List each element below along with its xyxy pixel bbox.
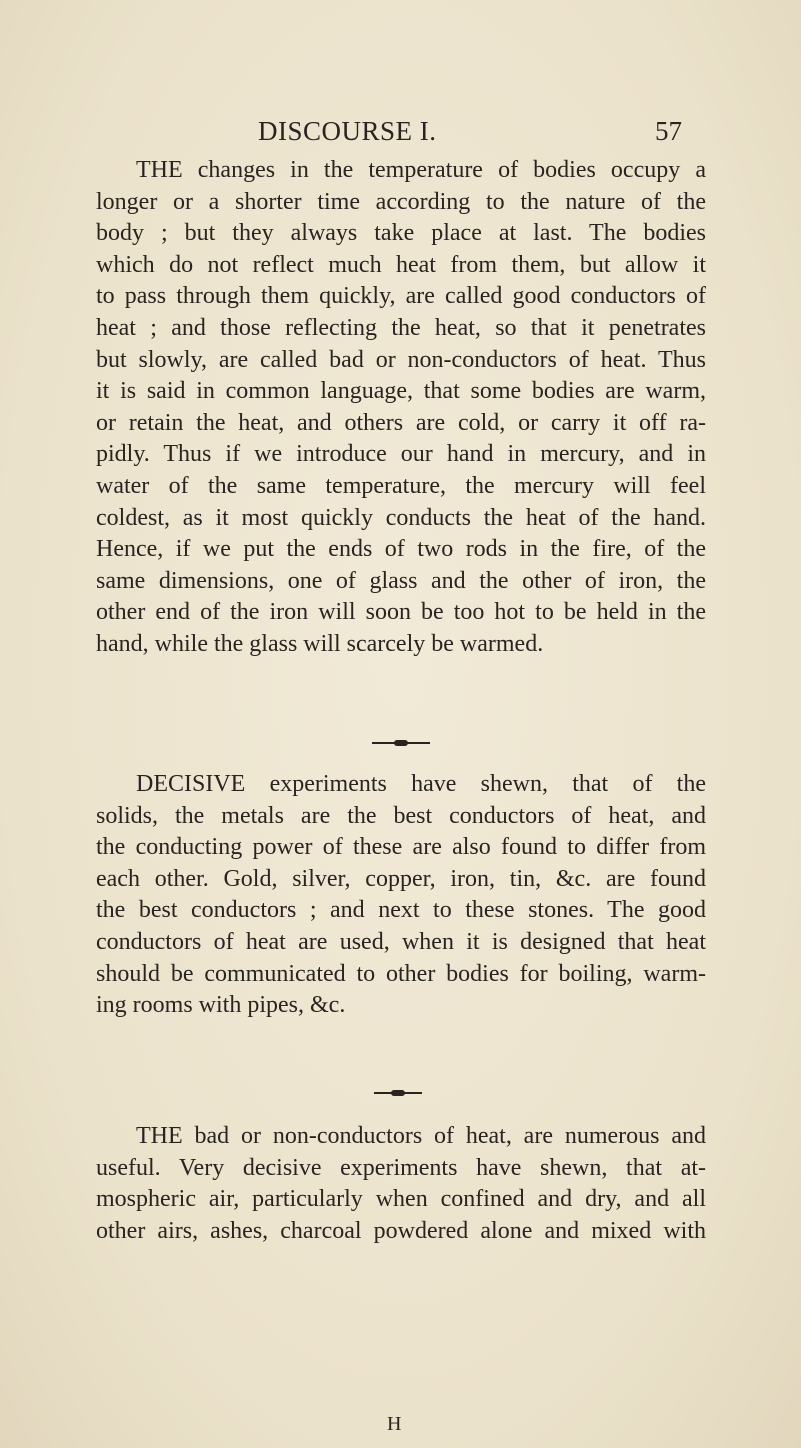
text-line: THE bad or non-conductors of heat, are numerous and (136, 1123, 706, 1149)
signature-mark: H (387, 1413, 402, 1435)
text-line: it is said in common language, that some bodies are warm, (96, 378, 706, 405)
text-line: longer or a shorter time according to the nature of the (96, 188, 706, 215)
text-line: Hence, if we put the ends of two rods in the fire, of the (96, 536, 706, 563)
section-divider (372, 742, 430, 744)
text-line: which do not reflect much heat from them, but allow it (96, 251, 706, 278)
page-header (0, 116, 801, 152)
section-divider (374, 1092, 422, 1094)
text-line: the conducting power of these are also found to differ from (96, 834, 706, 861)
text-line: pidly. Thus if we introduce our hand in mercury, and in (96, 441, 706, 468)
text-line: solids, the metals are the best conductors of heat, and (96, 802, 706, 829)
text-line: body ; but they always take place at last. The bodies (96, 220, 706, 247)
text-line: conductors of heat are used, when it is designed that heat (96, 928, 706, 955)
text-line: useful. Very decisive experiments have shewn, that at- (96, 1154, 706, 1181)
text-line: should be communicated to other bodies for boiling, warm- (96, 960, 706, 987)
text-line: each other. Gold, silver, copper, iron, tin, &c. are found (96, 865, 706, 892)
text-line: ing rooms with pipes, &c. (96, 992, 346, 1019)
text-line: or retain the heat, and others are cold, or carry it off ra- (96, 409, 706, 436)
text-line: THE changes in the temperature of bodies occupy a (136, 157, 706, 183)
text-line: but slowly, are called bad or non-conductors of heat. Thus (96, 346, 706, 373)
text-line: mospheric air, particularly when confined and dry, and all (96, 1186, 706, 1213)
text-line: water of the same temperature, the mercury will feel (96, 472, 706, 499)
page-number: 57 (655, 116, 682, 146)
running-title: DISCOURSE I. (258, 116, 437, 146)
text-line: same dimensions, one of glass and the other of iron, the (96, 567, 706, 594)
paragraph-decisive-experiments (96, 769, 706, 1022)
text-line: hand, while the glass will scarcely be warmed. (96, 630, 544, 657)
text-line: other airs, ashes, charcoal powdered alone and mixed with (96, 1217, 706, 1244)
text-line: DECISIVE experiments have shewn, that of the (136, 771, 706, 797)
text-line: heat ; and those reflecting the heat, so that it penetrates (96, 314, 706, 341)
paragraph-non-conductors (96, 1121, 706, 1247)
text-line: other end of the iron will soon be too hot to be held in the (96, 599, 706, 626)
text-line: coldest, as it most quickly conducts the heat of the hand. (96, 504, 706, 531)
paragraph-conductors (96, 155, 706, 661)
text-line: the best conductors ; and next to these stones. The good (96, 897, 706, 924)
text-line: to pass through them quickly, are called good conductors of (96, 283, 706, 310)
